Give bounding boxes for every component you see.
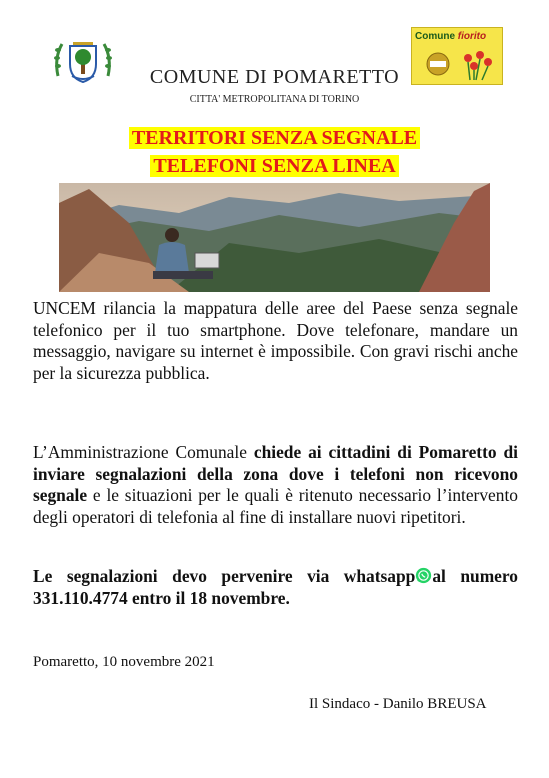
signature: Il Sindaco - Danilo BREUSA [309,696,487,712]
deadline-after: al numero 331.110.4774 entro il 18 novembre. [33,566,519,608]
landscape-photo [59,183,490,292]
headline-line-1 [0,124,549,152]
metro-city-name: CITTA' METROPOLITANA DI TORINO [189,94,360,105]
headline-line-2 [0,152,549,180]
badge-text-prefix: Comune [415,31,455,42]
request-rest: e le situazioni per le quali è ritenuto necessario l’intervento degli operatori di telefonia al fine di installare nuovi ripetitori. [33,485,518,527]
deadline-before: Le segnalazioni devo pervenire via whatsapp [33,566,416,586]
paragraph-request [33,442,518,528]
dateline: Pomaretto, 10 novembre 2021 [33,654,215,670]
headline-text-2: TELEFONI SENZA LINEA [150,155,398,177]
paragraph-deadline [33,566,518,609]
badge-text-suffix: fiorito [457,31,487,42]
municipality-name: COMUNE DI POMARETTO [149,66,400,88]
whatsapp-icon [415,567,432,584]
request-intro: L’Amministrazione Comunale [33,442,254,462]
request-bold: chiede ai cittadini di Pomaretto di inviare segnalazioni della zona dove i telefoni non ricevono segnale [33,442,518,505]
headline-text-1: TERRITORI SENZA SEGNALE [129,127,420,149]
paragraph-intro: UNCEM rilancia la mappatura delle aree del Paese senza segnale telefonico per il tuo smartphone. Dove telefonare, mandare un messaggio, navigare su internet è impossibile. Con gravi rischi anche per la sicurezza pubblica. [33,298,518,383]
